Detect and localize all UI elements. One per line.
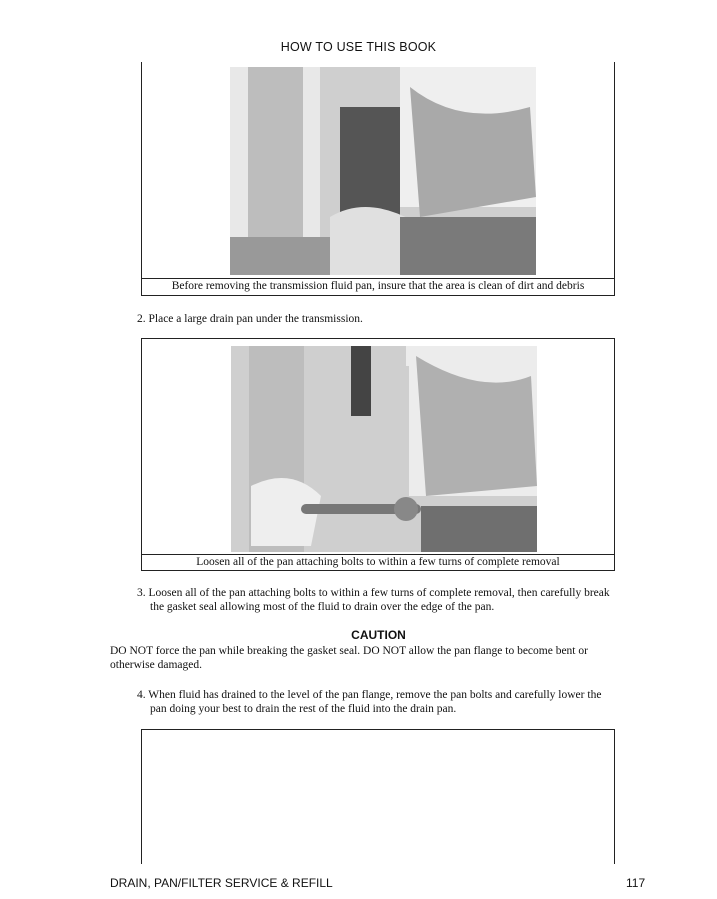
step-4 xyxy=(137,688,601,716)
figure-1-left-rule xyxy=(141,62,142,296)
figure-2 xyxy=(141,338,615,571)
page-header: HOW TO USE THIS BOOK xyxy=(280,40,437,54)
figure-3-frame xyxy=(141,729,615,864)
caution-title: CAUTION xyxy=(351,628,406,642)
figure-1-bottom-rule xyxy=(141,295,615,296)
step-3-line-1: 3. Loosen all of the pan attaching bolts to within a few turns of complete removal, then carefully break xyxy=(137,587,610,599)
caution-text xyxy=(110,644,588,672)
photo-loosening-pan-bolts xyxy=(231,346,537,552)
step-3 xyxy=(137,586,610,614)
step-4-line-1: 4. When fluid has drained to the level of the pan flange, remove the pan bolts and carefully lower the xyxy=(137,689,602,701)
footer-section-title: DRAIN, PAN/FILTER SERVICE & REFILL xyxy=(110,876,333,890)
figure-1-caption: Before removing the transmission fluid pan, insure that the area is clean of dirt and debris xyxy=(141,278,615,296)
photo-transmission-pan-inspection xyxy=(230,67,536,275)
step-3-line-2: the gasket seal allowing most of the fluid to drain over the edge of the pan. xyxy=(150,601,495,613)
figure-1 xyxy=(141,62,615,296)
step-2: 2. Place a large drain pan under the transmission. xyxy=(137,313,363,325)
caution-line-2: otherwise damaged. xyxy=(110,659,202,671)
step-4-line-2: pan doing your best to drain the rest of the fluid into the drain pan. xyxy=(150,703,457,715)
page-number: 117 xyxy=(626,876,646,890)
figure-1-right-rule xyxy=(614,62,615,296)
caution-line-1: DO NOT force the pan while breaking the gasket seal. DO NOT allow the pan flange to become bent or xyxy=(110,645,588,657)
figure-2-caption: Loosen all of the pan attaching bolts to within a few turns of complete removal xyxy=(142,554,614,571)
